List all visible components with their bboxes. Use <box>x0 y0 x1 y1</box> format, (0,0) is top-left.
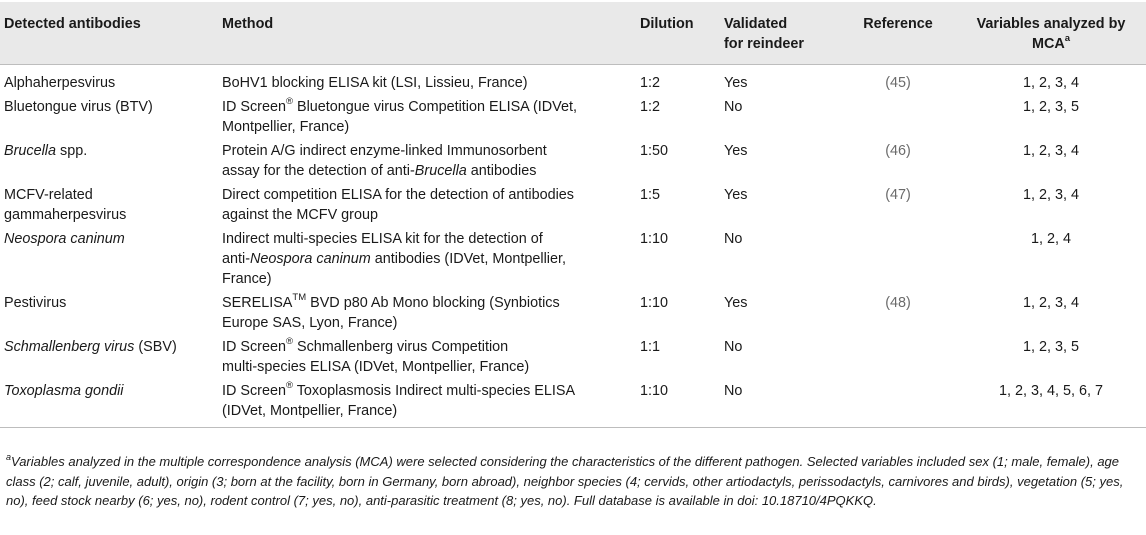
header-variables-sup: a <box>1064 33 1071 45</box>
table-header <box>0 2 1146 65</box>
cell-variables: 1, 2, 3, 4, 5, 6, 7 <box>956 377 1146 428</box>
cell-method: Direct competition ELISA for the detection of antibodies against the MCFV group <box>222 187 574 223</box>
cell-validated: Yes <box>724 143 748 159</box>
cell-antibody: Alphaherpesvirus <box>4 75 116 91</box>
cell-validated: No <box>724 231 743 247</box>
cell-variables: 1, 2, 3, 4 <box>1022 187 1079 203</box>
header-reference: Reference <box>863 16 933 32</box>
cell-variables: 1, 2, 3, 5 <box>1022 99 1079 115</box>
cell-antibody: MCFV-related gammaherpesvirus <box>4 187 127 223</box>
header-variables <box>956 2 1146 65</box>
cell-variables: 1, 2, 3, 4 <box>1022 75 1079 91</box>
cell-validated: Yes <box>724 187 748 203</box>
table-row <box>0 377 1146 428</box>
cell-method: ID Screen® Schmallenberg virus Competition multi-species ELISA (IDVet, Montpellier, France) <box>222 336 530 375</box>
cell-dilution: 1:10 <box>636 377 720 428</box>
cell-method: ID Screen® Bluetongue virus Competition ELISA (IDVet, Montpellier, France) <box>222 96 577 135</box>
cell-method: ID Screen® Toxoplasmosis Indirect multi-species ELISA (IDVet, Montpellier, France) <box>218 377 636 428</box>
cell-dilution: 1:5 <box>640 187 661 203</box>
header-validated <box>720 2 840 65</box>
cell-validated: No <box>720 377 840 428</box>
cell-validated: Yes <box>724 75 748 91</box>
antibody-table <box>0 2 1146 428</box>
cell-reference-link[interactable]: (45) <box>885 75 911 91</box>
header-method: Method <box>222 16 274 32</box>
header-validated-line2: for reindeer <box>724 36 804 52</box>
table-row <box>0 93 1146 137</box>
header-validated-line1: Validated <box>724 16 788 32</box>
cell-reference <box>840 225 956 289</box>
table-body <box>0 65 1146 428</box>
cell-method: BoHV1 blocking ELISA kit (LSI, Lissieu, France) <box>222 75 528 91</box>
cell-variables: 1, 2, 3, 4 <box>1022 295 1079 311</box>
cell-variables: 1, 2, 3, 5 <box>1022 339 1079 355</box>
header-variables-line2: MCA <box>1031 36 1065 52</box>
cell-dilution: 1:2 <box>640 99 661 115</box>
header-row <box>0 2 1146 65</box>
cell-dilution: 1:10 <box>640 295 669 311</box>
header-detected-antibodies: Detected antibodies <box>4 16 141 32</box>
cell-reference <box>840 93 956 137</box>
cell-method: Protein A/G indirect enzyme-linked Immunosorbent assay for the detection of anti-Brucella antibodies <box>222 143 547 179</box>
cell-antibody: Schmallenberg virus (SBV) <box>4 339 177 355</box>
cell-antibody: Bluetongue virus (BTV) <box>4 99 153 115</box>
header-variables-line1: Variables analyzed by <box>976 16 1126 32</box>
cell-method: Indirect multi-species ELISA kit for the detection of anti-Neospora caninum antibodies (IDVet, Montpellier, France) <box>222 231 566 287</box>
cell-dilution: 1:10 <box>640 231 669 247</box>
table-row <box>0 65 1146 94</box>
footnote-text: Variables analyzed in the multiple correspondence analysis (MCA) were selected considering the characteristics of the different pathogen. Selected variables included sex (1; male, female), age class (2; calf, juvenile, adult), origin (3; born at the facility, born in Germany, born abroad), neighbor species (4; cervids, other artiodactyls, perissodactyls, carnivores and birds), vegetation (5; yes, no), feed stock nearby (6; yes, no), rodent control (7; yes, no), anti-parasitic treatment (8; yes, no). Full database is available in doi: 10.18710/4PQKKQ. <box>6 454 1124 508</box>
cell-dilution: 1:50 <box>640 143 669 159</box>
cell-reference-link[interactable]: (46) <box>885 143 911 159</box>
cell-validated: No <box>724 99 743 115</box>
cell-validated: No <box>724 339 743 355</box>
table-footnote <box>6 452 1140 511</box>
cell-variables: 1, 2, 3, 4 <box>1022 143 1079 159</box>
cell-reference <box>840 377 956 428</box>
cell-antibody: Brucella spp. <box>4 143 88 159</box>
cell-method: SERELISA™ BVD p80 Ab Mono blocking (Synbiotics Europe SAS, Lyon, France) <box>222 292 560 331</box>
footnote-marker: a <box>6 451 12 462</box>
cell-antibody: Pestivirus <box>4 295 67 311</box>
cell-reference <box>840 333 956 377</box>
table-row <box>0 225 1146 289</box>
table-row <box>0 137 1146 181</box>
cell-antibody: Toxoplasma gondii <box>0 377 218 428</box>
table-row <box>0 333 1146 377</box>
cell-validated: Yes <box>724 295 748 311</box>
table-row <box>0 289 1146 333</box>
table-row <box>0 181 1146 225</box>
header-dilution: Dilution <box>640 16 694 32</box>
cell-antibody: Neospora caninum <box>4 231 125 247</box>
cell-dilution: 1:1 <box>640 339 661 355</box>
cell-dilution: 1:2 <box>640 75 661 91</box>
cell-reference-link[interactable]: (48) <box>885 295 911 311</box>
cell-variables: 1, 2, 4 <box>1030 231 1071 247</box>
cell-reference-link[interactable]: (47) <box>885 187 911 203</box>
